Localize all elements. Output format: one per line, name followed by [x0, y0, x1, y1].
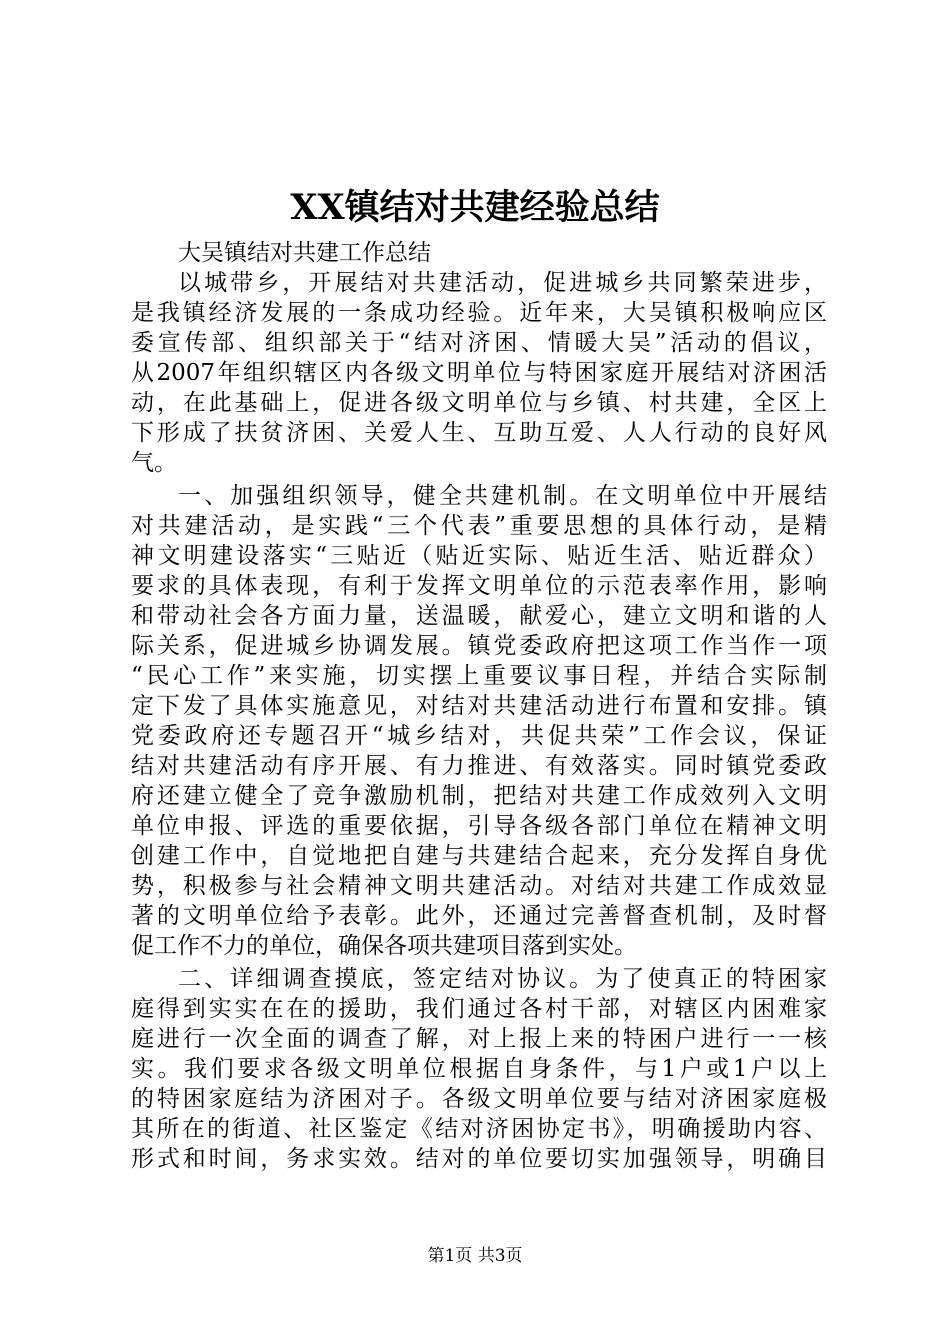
- body-line: 要求的具体表现，有利于发挥文明单位的示范表率作用，影响: [131, 573, 827, 599]
- body-line: 际关系，促进城乡协调发展。镇党委政府把这项工作当作一项: [131, 633, 827, 659]
- body-line: 定下发了具体实施意见，对结对共建活动进行布置和安排。镇: [131, 693, 827, 719]
- body-line: “民心工作”来实施，切实摆上重要议事日程，并结合实际制: [131, 663, 827, 689]
- document-body: [131, 238, 827, 1174]
- body-line: 的特困家庭结为济困对子。各级文明单位要与结对济困家庭极: [131, 1086, 827, 1112]
- body-line: 促工作不力的单位，确保各项共建项目落到实处。: [131, 933, 637, 959]
- body-line: 势，积极参与社会精神文明共建活动。对结对共建工作成效显: [131, 873, 827, 899]
- body-line: 二、详细调查摸底，签定结对协议。为了使真正的特困家: [178, 966, 827, 992]
- body-line: 和带动社会各方面力量，送温暖，献爱心，建立文明和谐的人: [131, 603, 827, 629]
- body-line: 府还建立健全了竞争激励机制，把结对共建工作成效列入文明: [131, 783, 827, 809]
- body-line: 形式和时间，务求实效。结对的单位要切实加强领导，明确目: [131, 1146, 827, 1172]
- body-line: 气。: [131, 450, 177, 476]
- body-line: 从2007年组织辖区内各级文明单位与特困家庭开展结对济困活: [131, 360, 827, 386]
- body-line: 实。我们要求各级文明单位根据自身条件，与1户或1户以上: [131, 1056, 827, 1082]
- body-line: 对共建活动，是实践“三个代表”重要思想的具体行动，是精: [131, 513, 827, 539]
- body-line: 庭得到实实在在的援助，我们通过各村干部，对辖区内困难家: [131, 996, 827, 1022]
- body-line: 下形成了扶贫济困、关爱人生、互助互爱、人人行动的良好风: [131, 420, 827, 446]
- page-footer: 第1页 共3页: [427, 1246, 523, 1266]
- body-line: 委宣传部、组织部关于“结对济困、情暖大吴”活动的倡议，: [131, 330, 827, 356]
- body-line: 创建工作中，自觉地把自建与共建结合起来，充分发挥自身优: [131, 843, 827, 869]
- body-line: 动，在此基础上，促进各级文明单位与乡镇、村共建，全区上: [131, 390, 827, 416]
- subtitle-line: 大吴镇结对共建工作总结: [178, 240, 431, 266]
- body-line: 以城带乡，开展结对共建活动，促进城乡共同繁荣进步，: [178, 270, 827, 296]
- body-line: 庭进行一次全面的调查了解，对上报上来的特困户进行一一核: [131, 1026, 827, 1052]
- body-line: 是我镇经济发展的一条成功经验。近年来，大吴镇积极响应区: [131, 300, 827, 326]
- body-line: 党委政府还专题召开“城乡结对，共促共荣”工作会议，保证: [131, 723, 827, 749]
- document-title: XX镇结对共建经验总结: [290, 187, 660, 228]
- body-line: 一、加强组织领导，健全共建机制。在文明单位中开展结: [178, 483, 827, 509]
- body-line: 结对共建活动有序开展、有力推进、有效落实。同时镇党委政: [131, 753, 827, 779]
- body-line: 单位申报、评选的重要依据，引导各级各部门单位在精神文明: [131, 813, 827, 839]
- body-line: 神文明建设落实“三贴近（贴近实际、贴近生活、贴近群众）: [131, 543, 827, 569]
- body-line: 著的文明单位给予表彰。此外，还通过完善督查机制，及时督: [131, 903, 827, 929]
- body-line: 其所在的街道、社区鉴定《结对济困协定书》，明确援助内容、: [131, 1116, 827, 1142]
